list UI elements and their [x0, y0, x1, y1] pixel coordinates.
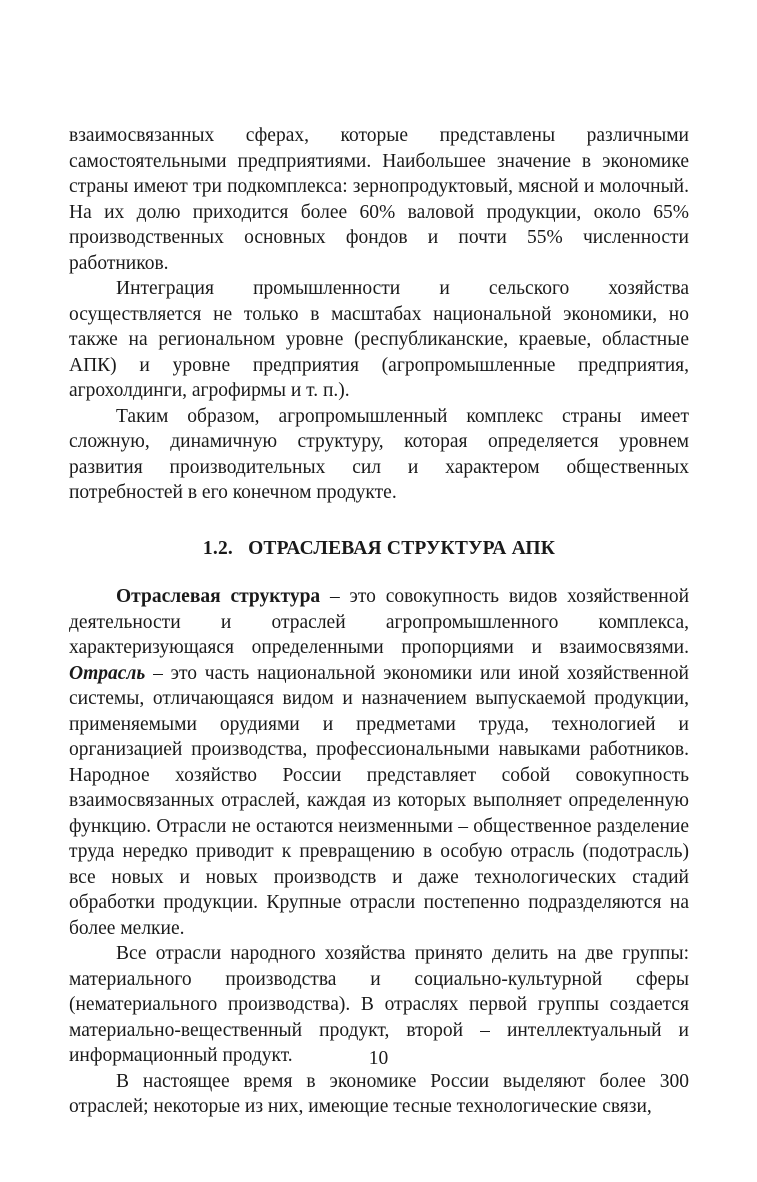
term-sector-structure: Отраслевая структура: [116, 586, 321, 607]
paragraph-continuation: взаимосвязанных сферах, которые представлены различными самостоятельными предприятиями. Наибольшее значение в экономике страны имеют три подкомплекса: зернопродуктовый, мясной и молочный. На их долю приходится более 60% валовой продукции, около 65% производственных основных фондов и почти 55% численности работников.: [69, 125, 689, 274]
section-title: ОТРАСЛЕВАЯ СТРУКТУРА АПК: [248, 537, 556, 559]
section-number: 1.2.: [202, 537, 233, 559]
term-sector: Отрасль: [69, 662, 146, 684]
paragraph-groups: Все отрасли народного хозяйства принято делить на две группы: материального производства и социально-культурной сферы (нематериального производства). В отраслях первой группы создается материально-вещественный продукт, второй – интеллектуальный и информационный продукт.: [69, 943, 689, 1066]
definition-text-1: – это совокупность видов хозяйственной деятельности и отраслей агропромышленного комплекса, характеризующаяся определенными пропорциями и взаимосвязями.: [69, 586, 689, 658]
paragraph-summary: Таким образом, агропромышленный комплекс страны имеет сложную, динамичную структуру, которая определяется уровнем развития производительных сил и характером общественных потребностей в его конечном продукте.: [69, 405, 689, 503]
page-number: 10: [368, 1048, 389, 1069]
definition-text-2: – это часть национальной экономики или иной хозяйственной системы, отличающаяся видом и назначением выпускаемой продукции, применяемыми орудиями и предметами труда, технологией и организацией производства, профессиональными навыками работников. Народное хозяйство России представляет собой совокупность взаимосвязанных отраслей, каждая из которых выполняет определенную функцию. Отрасли не остаются неизменными – общественное разделение труда нередко приводит к превращению в особую отрасль (подотрасль) все новых и новых производств и даже технологических стадий обработки продукции. Крупные отрасли постепенно подразделяются на более мелкие.: [69, 662, 689, 939]
paragraph-definition: [69, 584, 689, 941]
section-heading: [69, 536, 689, 562]
page-body: [69, 123, 689, 1120]
paragraph-integration: Интеграция промышленности и сельского хозяйства осуществляется не только в масштабах национальной экономики, но также на региональном уровне (республиканские, краевые, областные АПК) и уровне предприятия (агропромышленные предприятия, агрохолдинги, агрофирмы и т. п.).: [69, 278, 689, 401]
paragraph-current: В настоящее время в экономике России выделяют более 300 отраслей; некоторые из них, имеющие тесные технологические связи,: [69, 1070, 689, 1117]
